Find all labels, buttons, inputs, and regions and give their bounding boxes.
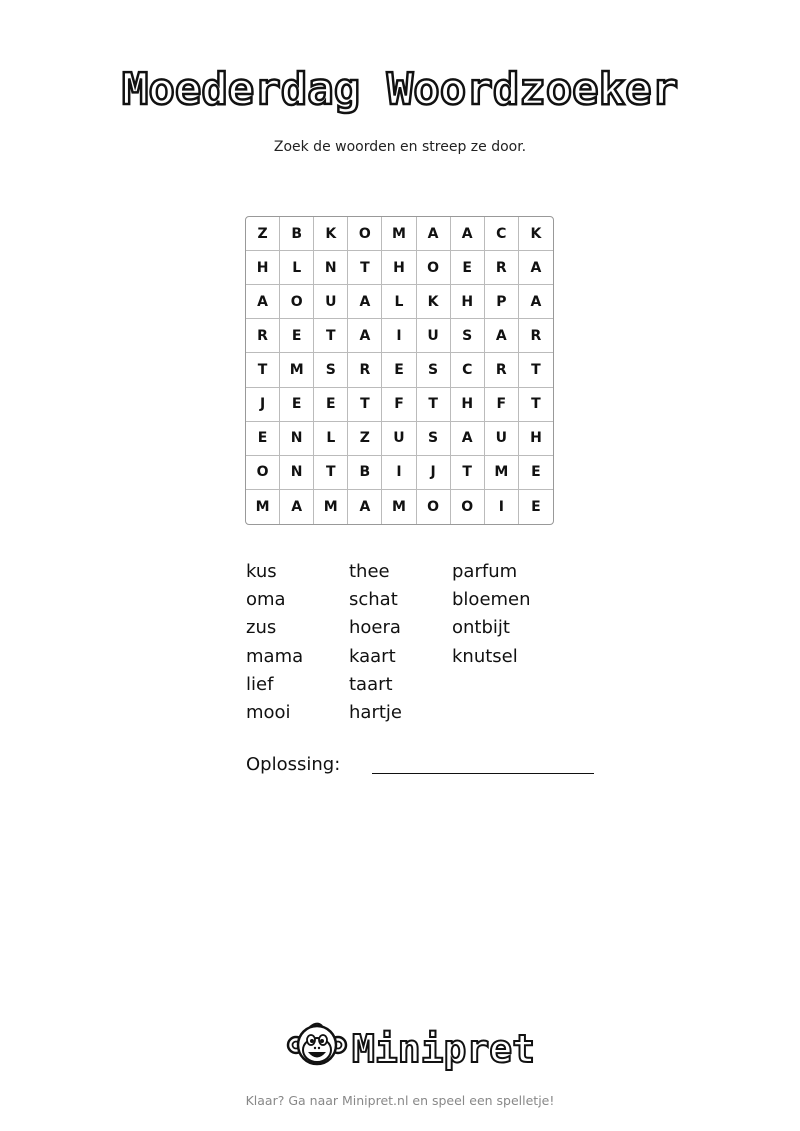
grid-cell: A <box>451 422 485 456</box>
grid-cell: B <box>348 456 382 490</box>
grid-cell: P <box>485 285 519 319</box>
letter-grid <box>246 217 553 524</box>
grid-cell: C <box>485 217 519 251</box>
minipret-logo <box>286 1018 536 1080</box>
grid-cell: U <box>382 422 416 456</box>
page-title: Moederdag Woordzoeker <box>121 64 679 115</box>
word-item: zus <box>246 617 277 639</box>
grid-cell: U <box>314 285 348 319</box>
word-item: taart <box>349 673 393 695</box>
grid-cell: C <box>451 353 485 387</box>
grid-cell: T <box>417 388 451 422</box>
grid-cell: N <box>280 422 314 456</box>
grid-cell: A <box>246 285 280 319</box>
grid-cell: O <box>246 456 280 490</box>
grid-cell: U <box>417 319 451 353</box>
grid-cell: R <box>348 353 382 387</box>
grid-cell: E <box>531 498 541 515</box>
grid-cell: I <box>382 456 416 490</box>
word-item: schat <box>349 589 398 611</box>
grid-cell: K <box>519 217 553 251</box>
grid-cell: H <box>451 285 485 319</box>
grid-cell: T <box>451 456 485 490</box>
grid-cell: S <box>417 353 451 387</box>
grid-cell: Z <box>246 217 280 251</box>
word-item: bloemen <box>452 589 531 611</box>
grid-cell: A <box>519 285 553 319</box>
grid-cell: T <box>314 456 348 490</box>
word-search-grid <box>245 216 554 525</box>
grid-cell: T <box>314 319 348 353</box>
word-column-1 <box>246 558 349 727</box>
grid-cell: K <box>314 217 348 251</box>
word-column-3 <box>452 558 562 727</box>
logo-text: Minipret <box>352 1027 536 1071</box>
grid-cell: A <box>519 251 553 285</box>
grid-cell: J <box>417 456 451 490</box>
grid-cell: R <box>485 251 519 285</box>
grid-cell: T <box>348 251 382 285</box>
grid-cell: T <box>348 388 382 422</box>
word-item: ontbijt <box>452 617 510 639</box>
word-item: mooi <box>246 701 291 723</box>
grid-cell: R <box>485 353 519 387</box>
grid-cell: E <box>280 319 314 353</box>
grid-cell: E <box>382 353 416 387</box>
grid-cell: A <box>348 490 382 524</box>
word-item: mama <box>246 645 304 667</box>
word-item: kus <box>246 561 277 582</box>
grid-cell: M <box>246 490 280 524</box>
instructions: Zoek de woorden en streep ze door. <box>273 139 527 155</box>
grid-cell: N <box>280 456 314 490</box>
grid-cell: S <box>451 319 485 353</box>
word-item: thee <box>349 561 390 582</box>
grid-cell: F <box>485 388 519 422</box>
grid-cell: T <box>519 353 553 387</box>
grid-cell: A <box>348 285 382 319</box>
grid-cell: L <box>314 422 348 456</box>
grid-cell: A <box>348 319 382 353</box>
word-item: kaart <box>349 645 396 667</box>
grid-cell: M <box>314 490 348 524</box>
word-item: hartje <box>349 701 402 723</box>
grid-cell: M <box>382 490 416 524</box>
grid-cell: B <box>280 217 314 251</box>
grid-cell: E <box>314 388 348 422</box>
grid-cell: A <box>280 490 314 524</box>
footer-text: Klaar? Ga naar Minipret.nl en speel een spelletje! <box>245 1093 555 1108</box>
grid-cell: O <box>417 251 451 285</box>
grid-cell: E <box>519 456 553 490</box>
grid-cell: I <box>382 319 416 353</box>
grid-cell: O <box>451 490 485 524</box>
word-item: knutsel <box>452 645 518 667</box>
grid-cell: E <box>280 388 314 422</box>
grid-cell: H <box>451 388 485 422</box>
monkey-face-icon <box>286 1019 348 1079</box>
grid-cell: Z <box>348 422 382 456</box>
word-item: oma <box>246 589 286 611</box>
grid-cell: O <box>348 217 382 251</box>
word-item: lief <box>246 673 274 695</box>
grid-cell: S <box>417 422 451 456</box>
grid-cell: U <box>485 422 519 456</box>
grid-cell: K <box>417 285 451 319</box>
grid-cell: S <box>314 353 348 387</box>
grid-cell: H <box>246 251 280 285</box>
word-item: hoera <box>349 617 401 639</box>
grid-cell: O <box>417 490 451 524</box>
word-item: parfum <box>452 561 518 582</box>
grid-cell: O <box>280 285 314 319</box>
grid-cell: A <box>417 217 451 251</box>
grid-cell: E <box>451 251 485 285</box>
grid-cell: E <box>246 422 280 456</box>
grid-cell: M <box>485 456 519 490</box>
grid-cell: N <box>314 251 348 285</box>
grid-cell: T <box>246 353 280 387</box>
grid-cell: T <box>519 388 553 422</box>
grid-cell: I <box>485 490 519 524</box>
grid-cell: H <box>519 422 553 456</box>
solution-answer-line <box>372 773 594 774</box>
grid-cell: R <box>519 319 553 353</box>
grid-cell: A <box>485 319 519 353</box>
solution-label: Oplossing: <box>246 754 341 775</box>
grid-cell: L <box>280 251 314 285</box>
grid-cell: H <box>382 251 416 285</box>
word-list <box>246 558 566 727</box>
grid-cell: A <box>451 217 485 251</box>
grid-cell: L <box>382 285 416 319</box>
word-column-2 <box>349 558 452 727</box>
grid-cell: F <box>382 388 416 422</box>
grid-cell: M <box>382 217 416 251</box>
grid-cell: R <box>246 319 280 353</box>
grid-cell: M <box>280 353 314 387</box>
grid-cell: J <box>246 388 280 422</box>
